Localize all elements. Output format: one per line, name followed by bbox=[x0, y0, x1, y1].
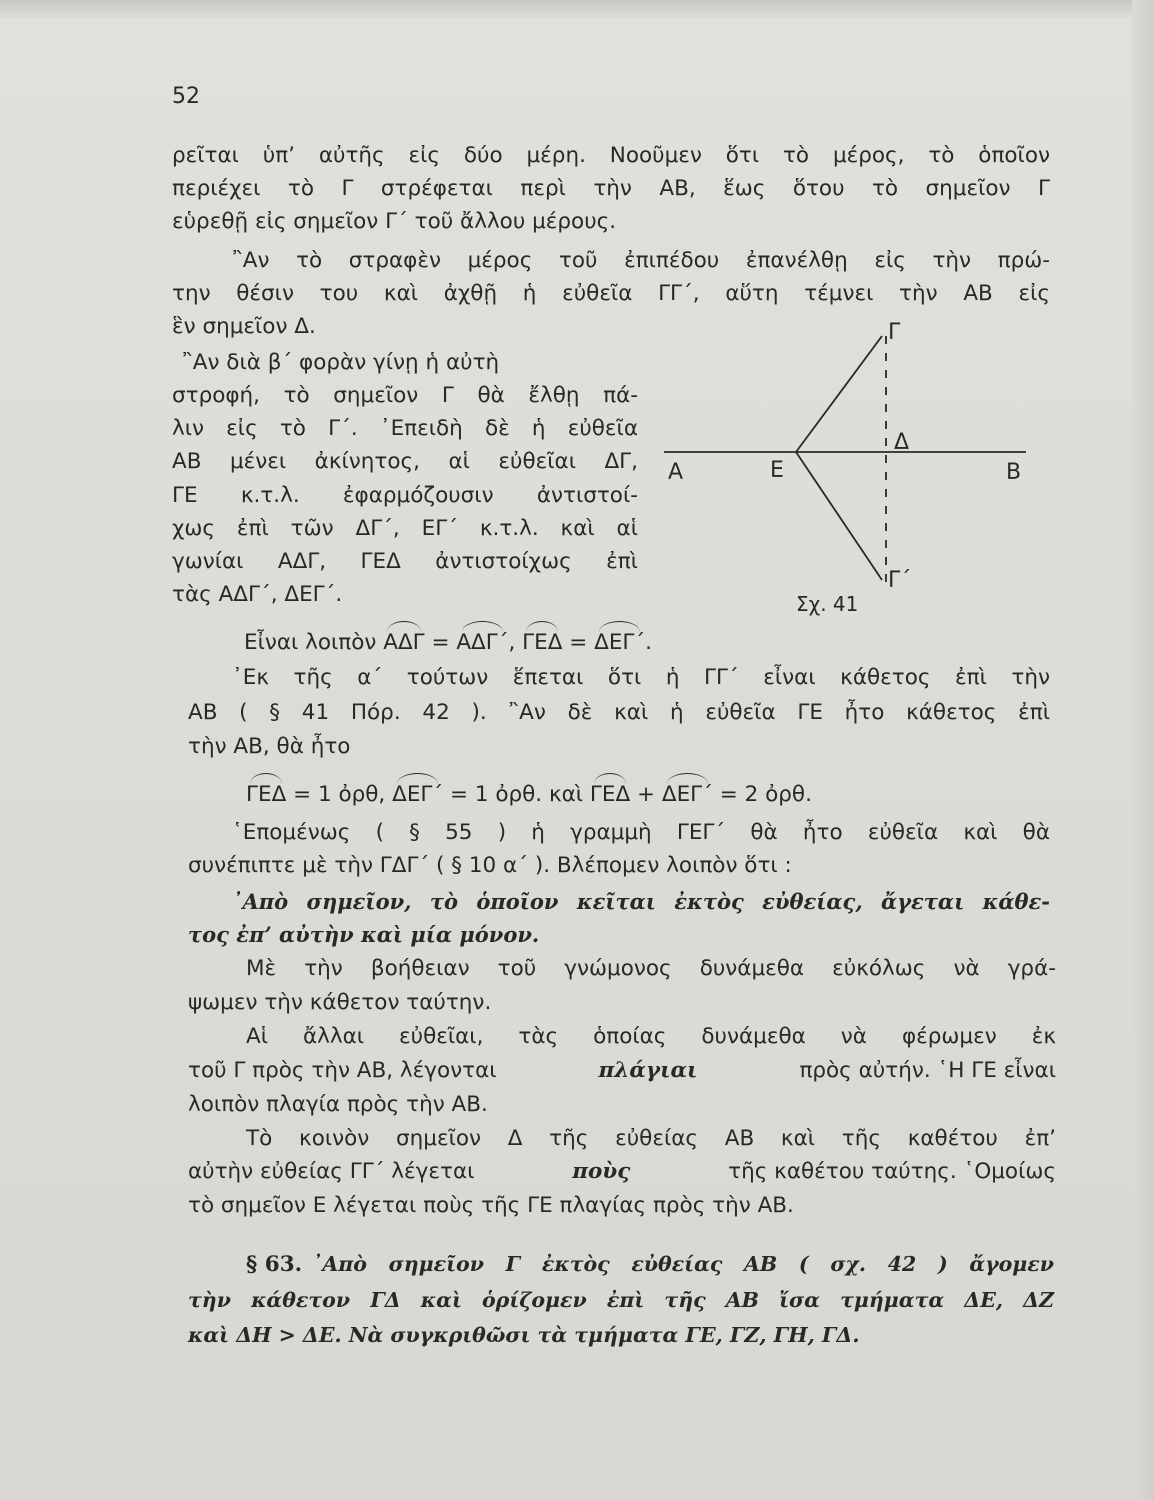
text-line-17: τὴν ΑΒ, θὰ ἦτο bbox=[188, 734, 351, 759]
text-line-8: στροφή, τὸ σημεῖον Γ θὰ ἔλθῃ πά- bbox=[172, 383, 638, 408]
text-fragment: πρὸς αὐτήν. ῾Η ΓΕ εἶναι bbox=[799, 1058, 1056, 1083]
angle-adg-prime: ΑΔΓ΄ bbox=[456, 630, 509, 655]
top-edge-shadow bbox=[0, 0, 1154, 18]
text-line-18: ῾Επομένως ( § 55 ) ἡ γραμμὴ ΓΕΓ΄ θὰ ἦτο εὐθεῖα καὶ θὰ bbox=[232, 820, 1050, 845]
exercise-text: ᾽Απὸ σημεῖον Γ ἐκτὸς εὐθείας ΑΒ ( σχ. 42 ) ἄγομεν bbox=[312, 1252, 1054, 1276]
equals-sign: = bbox=[424, 630, 457, 655]
theorem-line-2: τος ἐπ’ αὐτὴν καὶ μία μόνον. bbox=[188, 922, 540, 947]
label-g: Γ bbox=[888, 320, 901, 345]
text-line-16: ΑΒ ( § 41 Πόρ. 42 ). ῍Αν δὲ καὶ ἡ εὐθεῖα ΓΕ ἦτο κάθετος ἐπὶ bbox=[188, 700, 1050, 725]
equation-text: = 1 ὀρθ. καὶ bbox=[443, 782, 590, 807]
text-line-25: Τὸ κοινὸν σημεῖον Δ τῆς εὐθείας ΑΒ καὶ τῆς καθέτου ἐπ’ bbox=[246, 1126, 1056, 1151]
text-line-19: συνέπιπτε μὲ τὴν ΓΔΓ΄ ( § 10 α΄ ). Βλέπομεν λοιπὸν ὅτι : bbox=[188, 853, 792, 878]
figure-41-drawing bbox=[650, 318, 1060, 618]
label-d: Δ bbox=[894, 430, 910, 455]
text-line-22: Αἱ ἄλλαι εὐθεῖαι, τὰς ὁποίας δυνάμεθα νὰ φέρωμεν ἐκ bbox=[246, 1024, 1056, 1049]
theorem-line-1: ᾽Απὸ σημεῖον, τὸ ὁποῖον κεῖται ἐκτὸς εὐθείας, ἄγεται κάθε- bbox=[232, 889, 1050, 914]
text-line-12: χως ἐπὶ τῶν ΔΓ΄, ΕΓ΄ κ.τ.λ. καὶ αἱ bbox=[172, 516, 638, 541]
text-fragment: τῆς καθέτου ταύτης. ῾Ομοίως bbox=[728, 1159, 1056, 1184]
angle-deg-prime: ΔΕΓ΄ bbox=[661, 782, 713, 807]
equation-right-angles bbox=[246, 782, 812, 807]
segment-eg-prime bbox=[796, 452, 882, 580]
text-line-21: ψωμεν τὴν κάθετον ταύτην. bbox=[188, 990, 492, 1015]
angle-ged: ΓΕΔ bbox=[246, 782, 287, 807]
angle-ged: ΓΕΔ bbox=[522, 630, 563, 655]
text-line-7: ῍Αν διὰ β΄ φορὰν γίνῃ ἡ αὐτὴ bbox=[182, 350, 500, 375]
exercise-line-3: καὶ ΔΗ > ΔΕ. Νὰ συγκριθῶσι τὰ τμήματα ΓΕ, ΓΖ, ΓΗ, ΓΔ. bbox=[188, 1323, 860, 1347]
text-line-20: Μὲ τὴν βοήθειαν τοῦ γνώμονος δυνάμεθα εὐκόλως νὰ γρά- bbox=[246, 956, 1056, 981]
angle-deg-prime: ΔΕΓ΄ bbox=[392, 782, 444, 807]
equation-text: = 2 ὀρθ. bbox=[712, 782, 812, 807]
text-line-13: γωνίαι ΑΔΓ, ΓΕΔ ἀντιστοίχως ἐπὶ bbox=[172, 549, 638, 574]
figure-41 bbox=[650, 318, 1060, 618]
angle-deg-prime: ΔΕΓ΄ bbox=[594, 630, 646, 655]
angle-adg: ΑΔΓ bbox=[383, 630, 425, 655]
right-edge-shadow bbox=[1132, 0, 1154, 1500]
text-line-1: ρεῖται ὑπ’ αὐτῆς εἰς δύο μέρη. Νοοῦμεν ὅτι τὸ μέρος, τὸ ὁποῖον bbox=[172, 143, 1050, 168]
text-line-6: ἓν σημεῖον Δ. bbox=[172, 314, 316, 339]
equals-sign: = bbox=[562, 630, 595, 655]
plus-sign: + bbox=[630, 782, 662, 807]
text-line-5: την θέσιν του καὶ ἀχθῇ ἡ εὐθεῖα ΓΓ΄, αὕτη τέμνει τὴν ΑΒ εἰς bbox=[172, 281, 1050, 306]
page-number: 52 bbox=[172, 84, 200, 109]
text-fragment: τοῦ Γ πρὸς τὴν ΑΒ, λέγονται bbox=[188, 1058, 497, 1083]
text-line-3: εὑρεθῇ εἰς σημεῖον Γ΄ τοῦ ἄλλου μέρους. bbox=[172, 209, 617, 234]
exercise-line-1 bbox=[246, 1252, 1054, 1277]
label-b: Β bbox=[1006, 460, 1022, 485]
angle-ged: ΓΕΔ bbox=[589, 782, 631, 807]
exercise-line-2: τὴν κάθετον ΓΔ καὶ ὁρίζομεν ἐπὶ τῆς ΑΒ ἴσα τμήματα ΔΕ, ΔΖ bbox=[188, 1288, 1054, 1312]
text-fragment: αὐτὴν εὐθείας ΓΓ΄ λέγεται bbox=[188, 1159, 475, 1184]
term-plagiai: πλάγιαι bbox=[598, 1058, 698, 1083]
exercise-number: § 63. bbox=[246, 1252, 303, 1277]
text-line-10: ΑΒ μένει ἀκίνητος, αἱ εὐθεῖαι ΔΓ, bbox=[172, 449, 638, 474]
text-line-27: τὸ σημεῖον Ε λέγεται ποὺς τῆς ΓΕ πλαγίας πρὸς τὴν ΑΒ. bbox=[188, 1193, 794, 1218]
text-line-23 bbox=[188, 1058, 1056, 1083]
text-line-2: περιέχει τὸ Γ στρέφεται περὶ τὴν ΑΒ, ἕως ὅτου τὸ σημεῖον Γ bbox=[172, 176, 1050, 201]
separator: , bbox=[508, 630, 523, 655]
segment-ge bbox=[796, 336, 882, 452]
label-e: Ε bbox=[770, 458, 784, 483]
term-pous: ποὺς bbox=[572, 1159, 631, 1184]
equation-text: = 1 ὀρθ, bbox=[286, 782, 393, 807]
text-line-11: ΓΕ κ.τ.λ. ἐφαρμόζουσιν ἀντιστοί- bbox=[172, 483, 638, 508]
equation-angles bbox=[244, 630, 652, 655]
equation-prefix: Εἶναι λοιπὸν bbox=[244, 630, 384, 655]
text-line-15: ᾽Εκ τῆς α΄ τούτων ἕπεται ὅτι ἡ ΓΓ΄ εἶναι κάθετος ἐπὶ τὴν bbox=[232, 665, 1050, 690]
text-line-14: τὰς ΑΔΓ΄, ΔΕΓ΄. bbox=[172, 582, 343, 607]
label-a: Α bbox=[668, 460, 684, 485]
text-line-4: ῍Αν τὸ στραφὲν μέρος τοῦ ἐπιπέδου ἐπανέλθῃ εἰς τὴν πρώ- bbox=[232, 248, 1050, 273]
label-g-prime: Γ΄ bbox=[888, 568, 912, 593]
period: . bbox=[645, 630, 653, 655]
text-line-24: λοιπὸν πλαγία πρὸς τὴν ΑΒ. bbox=[188, 1092, 488, 1117]
figure-caption: Σχ. 41 bbox=[796, 592, 859, 616]
text-line-26 bbox=[188, 1159, 1056, 1184]
text-line-9: λιν εἰς τὸ Γ΄. ᾽Επειδὴ δὲ ἡ εὐθεῖα bbox=[172, 416, 638, 441]
